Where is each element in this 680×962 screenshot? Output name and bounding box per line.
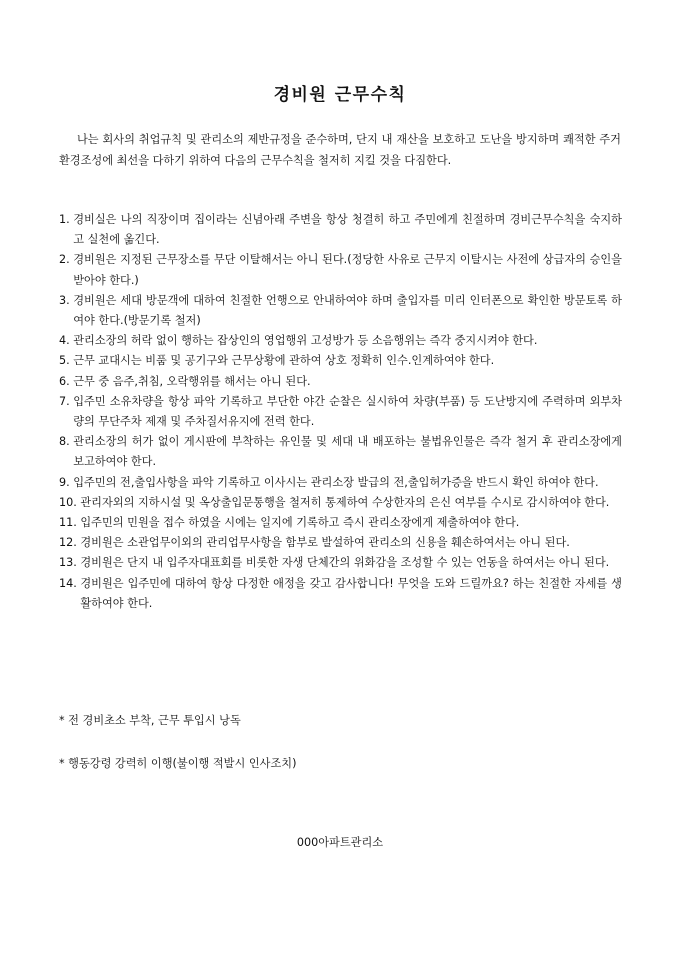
rules-list xyxy=(59,210,622,614)
rule-number: 10. xyxy=(59,495,81,509)
rule-number: 13. xyxy=(59,556,81,570)
rule-text: 경비원은 단지 내 입주자대표회를 비롯한 자생 단체간의 위화감을 조성할 수 있는 언동을 하여서는 아니 된다. xyxy=(80,556,610,570)
rule-text: 입주민의 민원을 접수 하였을 시에는 일지에 기록하고 즉시 관리소장에게 제출하여야 한다. xyxy=(80,516,520,530)
rule-item xyxy=(59,351,622,371)
rule-item xyxy=(59,574,622,614)
document-title: 경비원 근무수칙 xyxy=(273,85,407,105)
rule-number: 12. xyxy=(59,536,81,550)
rule-number: 1. xyxy=(59,213,74,226)
rule-item xyxy=(59,291,622,331)
rule-item xyxy=(59,493,622,513)
rule-text: 경비원은 지정된 근무장소를 무단 이탈해서는 아니 된다.(정당한 사유로 근무지 이탈시는 사전에 상급자의 승인을 받아야 한다.) xyxy=(73,253,622,287)
rule-item xyxy=(59,432,622,472)
rule-item xyxy=(59,513,622,533)
rule-item xyxy=(59,473,622,493)
note-posting: * 전 경비초소 부착, 근무 투입시 낭독 xyxy=(59,714,241,727)
rule-item xyxy=(59,392,622,432)
rule-text: 근무 중 음주,취침, 오락행위를 해서는 아니 된다. xyxy=(73,374,311,388)
rule-item xyxy=(59,331,622,351)
issuer-signature: 000아파트관리소 xyxy=(296,836,384,849)
intro-paragraph: 나는 회사의 취업규칙 및 관리소의 제반규정을 준수하며, 단지 내 재산을 보호하고 도난을 방지하며 쾌적한 주거환경조성에 최선을 다하기 위하여 다음의 근무수칙을 철저히 지킬 것을 다짐한다. xyxy=(59,133,621,167)
rule-text: 경비원은 소관업무이외의 관리업무사항을 함부로 발설하여 관리소의 신용을 훼손하여서는 아니 된다. xyxy=(80,536,570,550)
rule-item xyxy=(59,553,622,573)
rule-number: 4. xyxy=(59,334,74,348)
rule-text: 입주민 소유차량을 항상 파악 기록하고 부단한 야간 순찰은 실시하여 차량(부품) 등 도난방지에 주력하며 외부차량의 무단주차 제재 및 주차질서유지에 전력 한다. xyxy=(73,394,622,429)
rule-text: 경비원은 세대 방문객에 대하여 친절한 언행으로 안내하여야 하며 출입자를 미리 인터폰으로 확인한 방문토록 하여야 한다.(방문기록 철저) xyxy=(73,293,622,328)
rule-text: 경비원은 입주민에 대하여 항상 다정한 애정을 갖고 감사합니다! 무엇을 도와 드릴까요? 하는 친절한 자세를 생활하여야 한다. xyxy=(80,576,622,610)
rule-number: 3. xyxy=(59,293,74,307)
rule-number: 5. xyxy=(59,354,74,368)
rule-number: 8. xyxy=(59,435,74,449)
rule-number: 9. xyxy=(59,475,74,489)
rule-number: 7. xyxy=(59,394,74,408)
rule-item xyxy=(59,533,622,553)
rule-text: 입주민의 전,출입사항을 파악 기록하고 이사시는 관리소장 발급의 전,출입허가증을 반드시 확인 하여야 한다. xyxy=(73,475,599,489)
rule-text: 경비실은 나의 직장이며 집이라는 신념아래 주변을 항상 청결히 하고 주민에게 친절하며 경비근무수칙을 숙지하고 실천에 옮긴다. xyxy=(73,213,622,247)
rule-number: 6. xyxy=(59,374,74,388)
rule-item xyxy=(59,250,622,290)
rule-item xyxy=(59,372,622,392)
rule-text: 관리소장의 허락 없이 행하는 잡상인의 영업행위 고성방가 등 소음행위는 즉각 중지시켜야 한다. xyxy=(73,334,538,348)
rule-text: 관리소장의 허가 없이 게시판에 부착하는 유인물 및 세대 내 배포하는 불법유인물은 즉각 철거 후 관리소장에게 보고하여야 한다. xyxy=(73,435,622,469)
rule-number: 14. xyxy=(59,576,81,590)
rule-number: 11. xyxy=(59,516,81,530)
rule-text: 관리자외의 지하시설 및 옥상출입문통행을 철저히 통제하여 수상한자의 은신 여부를 수시로 감시하여야 한다. xyxy=(80,495,610,509)
rule-item xyxy=(59,210,622,250)
note-enforcement: * 행동강령 강력히 이행(불이행 적발시 인사조치) xyxy=(59,757,297,770)
rule-text: 근무 교대시는 비품 및 공기구와 근무상황에 관하여 상호 정확히 인수.인계하여야 한다. xyxy=(73,354,495,368)
rule-number: 2. xyxy=(59,253,74,267)
